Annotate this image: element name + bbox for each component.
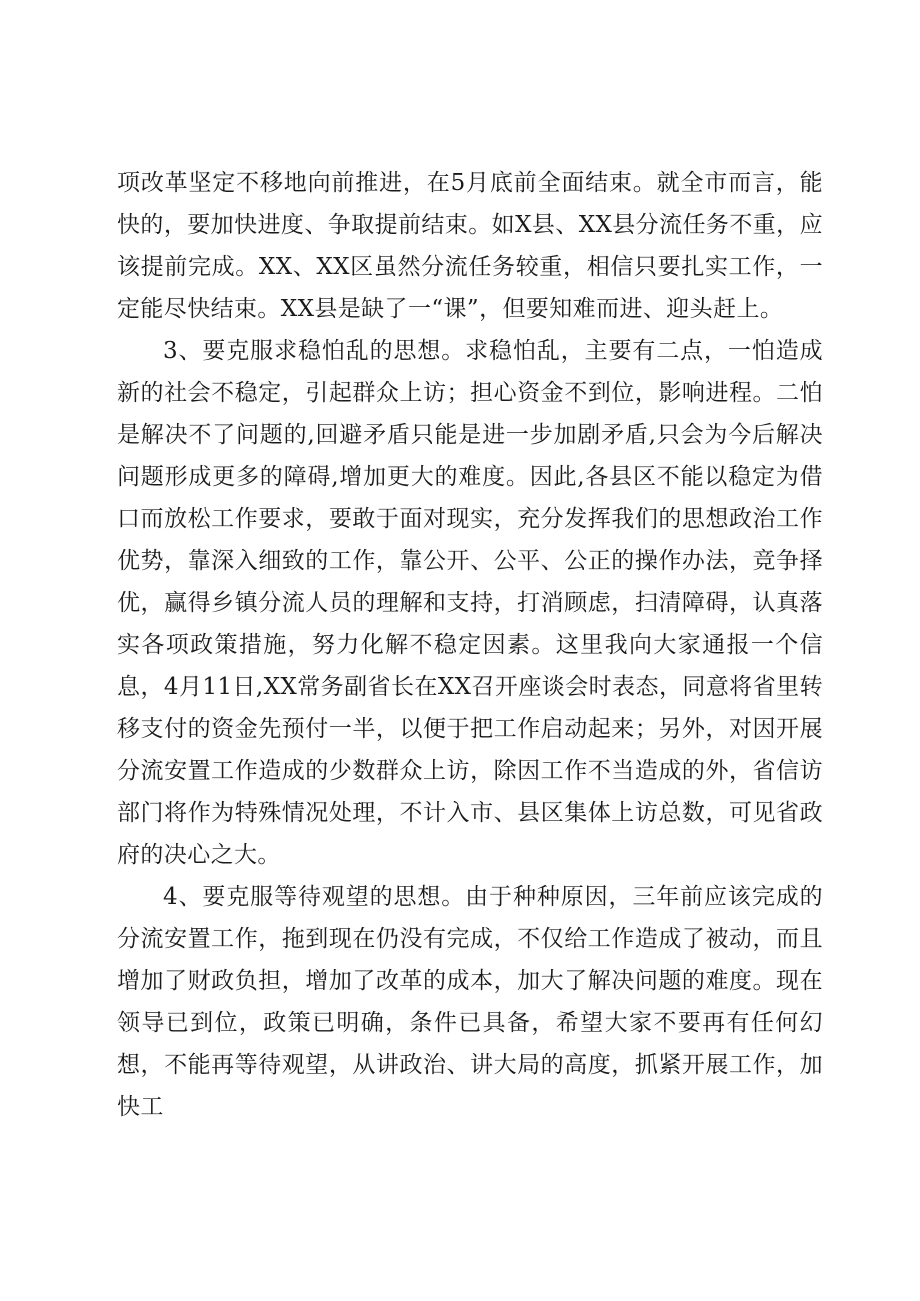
- document-body: [117, 162, 823, 1128]
- paragraph-1: 项改革坚定不移地向前推进，在5月底前全面结束。就全市而言，能快的，要加快进度、争取提前结束。如X县、XX县分流任务不重，应该提前完成。XX、XX区虽然分流任务较重，相信只要扎实工作，一定能尽快结束。XX县是缺了一“课”，但要知难而进、迎头赶上。: [117, 170, 823, 322]
- paragraph-2: 3、要克服求稳怕乱的思想。求稳怕乱，主要有二点，一怕造成新的社会不稳定，引起群众上访；担心资金不到位，影响进程。二怕是解决不了问题的,回避矛盾只能是进一步加剧矛盾,只会为今后解决问题形成更多的障碍,增加更大的难度。因此,各县区不能以稳定为借口而放松工作要求，要敢于面对现实，充分发挥我们的思想政治工作优势，靠深入细致的工作，靠公开、公平、公正的操作办法，竞争择优，赢得乡镇分流人员的理解和支持，打消顾虑，扫清障碍，认真落实各项政策措施，努力化解不稳定因素。这里我向大家通报一个信息，4月11日,XX常务副省长在XX召开座谈会时表态，同意将省里转移支付的资金先预付一半，以便于把工作启动起来；另外，对因开展分流安置工作造成的少数群众上访，除因工作不当造成的外，省信访部门将作为特殊情况处理，不计入市、县区集体上访总数，可见省政府的决心之大。: [117, 338, 823, 868]
- paragraph-3: 4、要克服等待观望的思想。由于种种原因，三年前应该完成的分流安置工作，拖到现在仍没有完成，不仅给工作造成了被动，而且增加了财政负担，增加了改革的成本，加大了解决问题的难度。现在领导已到位，政策已明确，条件已具备，希望大家不要再有任何幻想，不能再等待观望，从讲政治、讲大局的高度，抓紧开展工作，加快工: [117, 884, 823, 1120]
